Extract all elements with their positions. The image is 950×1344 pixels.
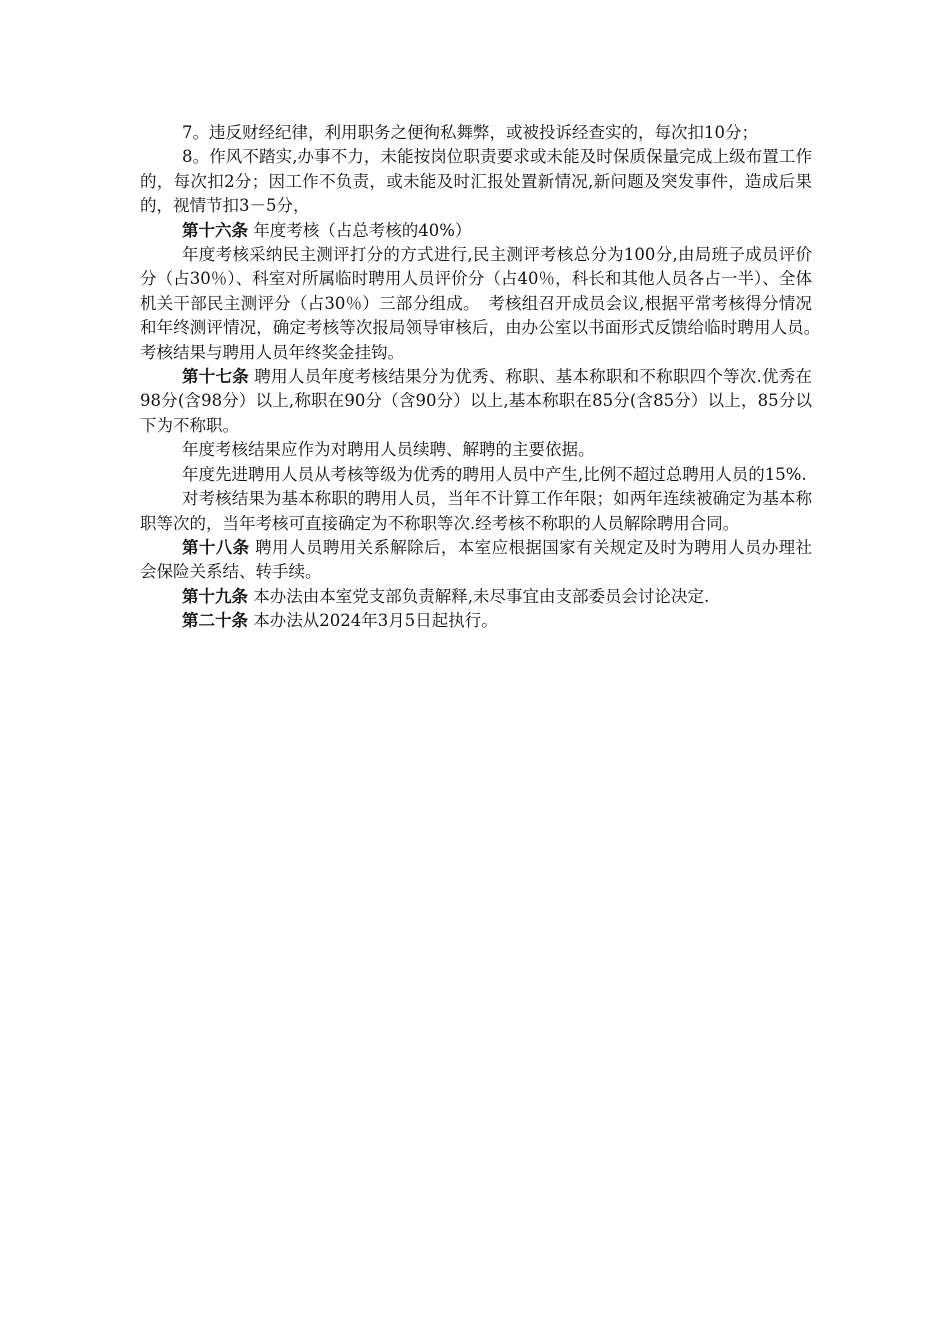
paragraph-text: 对考核结果为基本称职的聘用人员，当年不计算工作年限；如两年连续被确定为基本称职等次的，当年考核可直接确定为不称职等次.经考核不称职的人员解除聘用合同。 xyxy=(140,489,812,533)
article-18 xyxy=(140,536,812,585)
paragraph-text: 聘用人员年度考核结果分为优秀、称职、基本称职和不称职四个等次.优秀在98分(含98分）以上,称职在90分（含90分）以上,基本称职在85分(含85分）以上，85分以下为不称职。 xyxy=(140,367,812,435)
article-number: 第十九条 xyxy=(182,586,248,606)
paragraph-text: 年度先进聘用人员从考核等级为优秀的聘用人员中产生,比例不超过总聘用人员的15%. xyxy=(182,464,807,484)
article-19 xyxy=(140,585,812,609)
article-number: 第二十条 xyxy=(182,611,248,631)
article-17 xyxy=(140,365,812,438)
article-number: 第十七条 xyxy=(182,367,249,387)
paragraph-text: 年度考核采纳民主测评打分的方式进行,民主测评考核总分为100分,由局班子成员评价分（占30％）、科室对所属临时聘用人员评价分（占40％，科长和其他人员各占一半）、全体机关干部民主测评分（占30％）三部分组成。 考核组召开成员会议,根据平常考核得分情况和年终测评情况，确定考核等次报局领导审核后，由办公室以书面形式反馈给临时聘用人员。 考核结果与聘用人员年终奖金挂钩。 xyxy=(140,245,829,362)
paragraph-text: 年度考核结果应作为对聘用人员续聘、解聘的主要依据。 xyxy=(182,440,595,460)
paragraph-text: 年度考核（占总考核的40%） xyxy=(248,220,472,240)
paragraph-basic-competent xyxy=(140,487,812,536)
article-number: 第十六条 xyxy=(182,220,248,240)
article-16 xyxy=(140,219,812,243)
paragraph-text: 本办法由本室党支部负责解释,未尽事宜由支部委员会讨论决定. xyxy=(248,586,710,606)
paragraph-8 xyxy=(140,145,812,218)
article-number: 第十八条 xyxy=(182,537,250,557)
paragraph-text: 聘用人员聘用关系解除后，本室应根据国家有关规定及时为聘用人员办理社会保险关系结、转手续。 xyxy=(140,537,813,582)
article-20 xyxy=(140,609,812,633)
paragraph-annual-assessment xyxy=(140,243,829,365)
paragraph-text: 本办法从2024年3月5日起执行。 xyxy=(248,611,498,631)
document-body xyxy=(140,121,829,634)
paragraph-text: 7。违反财经纪律，利用职务之便徇私舞弊，或被投诉经查实的，每次扣10分； xyxy=(182,123,758,142)
paragraph-text: 8。作风不踏实,办事不力，未能按岗位职责要求或未能及时保质保量完成上级布置工作的，每次扣2分；因工作不负责，或未能及时汇报处置新情况,新问题及突发事件，造成后果的，视情节扣3－5分， xyxy=(140,147,812,216)
paragraph-7 xyxy=(140,121,812,145)
paragraph-advanced-ratio xyxy=(140,463,812,487)
paragraph-renewal-basis xyxy=(140,438,812,462)
